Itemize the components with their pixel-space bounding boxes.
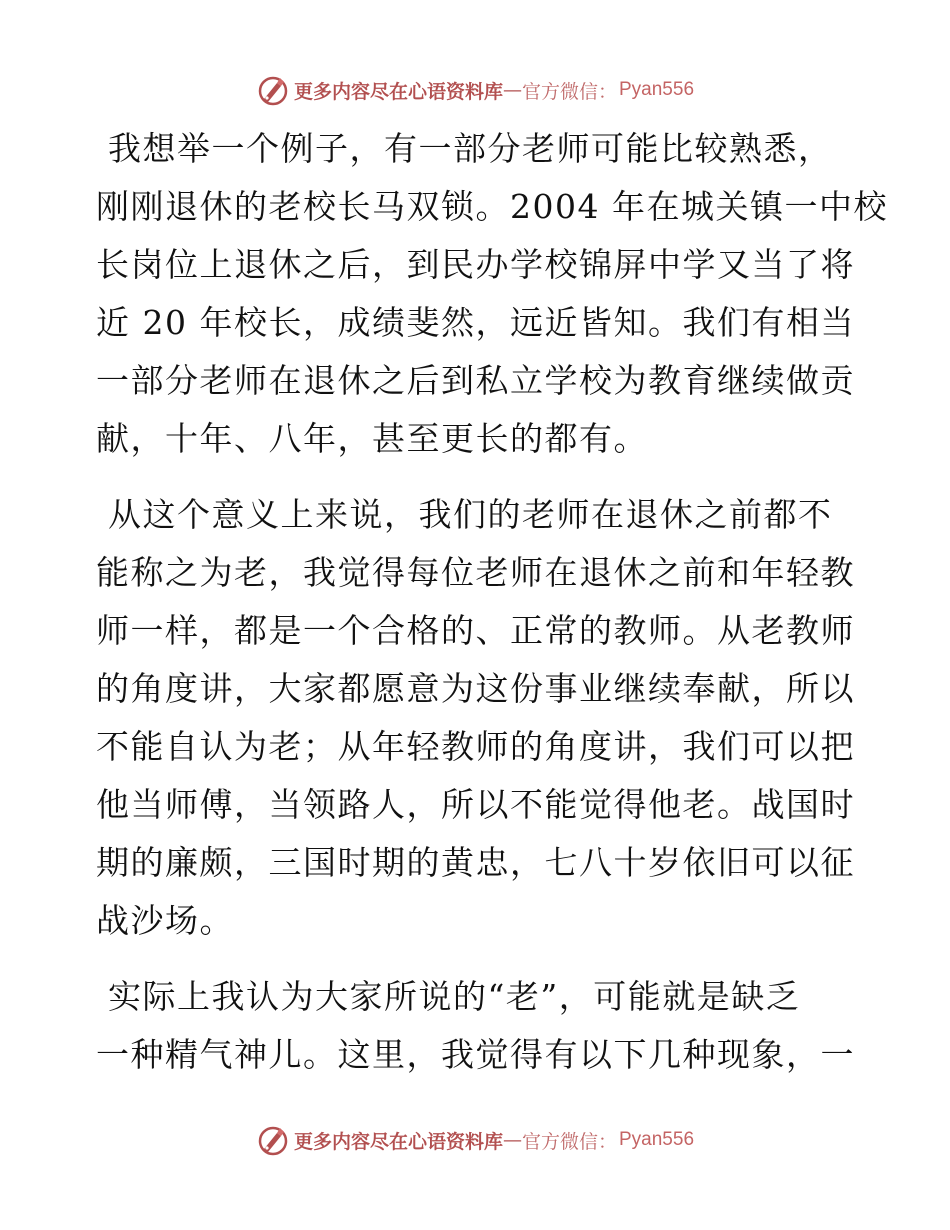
text-line: 能称之为老，我觉得每位老师在退休之前和年轻教	[96, 553, 855, 592]
text-line: 长岗位上退休之后，到民办学校锦屏中学又当了将	[96, 245, 855, 284]
pen-logo-icon	[256, 73, 290, 107]
text-line: 实际上我认为大家所说的“老”，可能就是缺乏	[108, 977, 801, 1016]
text-line: 他当师傅，当领路人，所以不能觉得他老。战国时	[96, 785, 855, 824]
text-line: 期的廉颇，三国时期的黄忠，七八十岁依旧可以征	[96, 843, 855, 882]
text-line: 近 20 年校长，成绩斐然，远近皆知。我们有相当	[96, 303, 855, 342]
text-line: 师一样，都是一个合格的、正常的教师。从老教师	[96, 611, 855, 650]
footer-watermark	[0, 1120, 950, 1160]
paragraph	[96, 486, 856, 950]
watermark-id: Pyan556	[619, 79, 695, 100]
watermark-label: 官方微信：	[521, 80, 617, 103]
paragraph	[96, 120, 888, 468]
text-line: 刚刚退休的老校长马双锁。2004 年在城关镇一中校	[96, 187, 888, 226]
watermark-site: 更多内容尽在心语资料库	[293, 80, 503, 103]
text-line: 战沙场。	[96, 901, 234, 940]
pen-logo-icon	[256, 1123, 290, 1157]
text-line: 献，十年、八年，甚至更长的都有。	[96, 419, 648, 458]
text-line: 的角度讲，大家都愿意为这份事业继续奉献，所以	[96, 669, 855, 708]
text-line: 我想举一个例子，有一部分老师可能比较熟悉，	[108, 129, 833, 168]
paragraph	[96, 968, 856, 1084]
document-body	[96, 120, 888, 1102]
text-line: 一部分老师在退休之后到私立学校为教育继续做贡	[96, 361, 855, 400]
text-line: 一种精气神儿。这里，我觉得有以下几种现象，一	[96, 1035, 855, 1074]
watermark-dash: —	[502, 79, 522, 101]
watermark-dash: —	[502, 1129, 522, 1151]
watermark-id: Pyan556	[619, 1129, 695, 1150]
text-line: 从这个意义上来说，我们的老师在退休之前都不	[108, 495, 833, 534]
text-line: 不能自认为老；从年轻教师的角度讲，我们可以把	[96, 727, 855, 766]
watermark-site: 更多内容尽在心语资料库	[293, 1130, 503, 1153]
watermark-label: 官方微信：	[521, 1130, 617, 1153]
header-watermark	[0, 70, 950, 110]
